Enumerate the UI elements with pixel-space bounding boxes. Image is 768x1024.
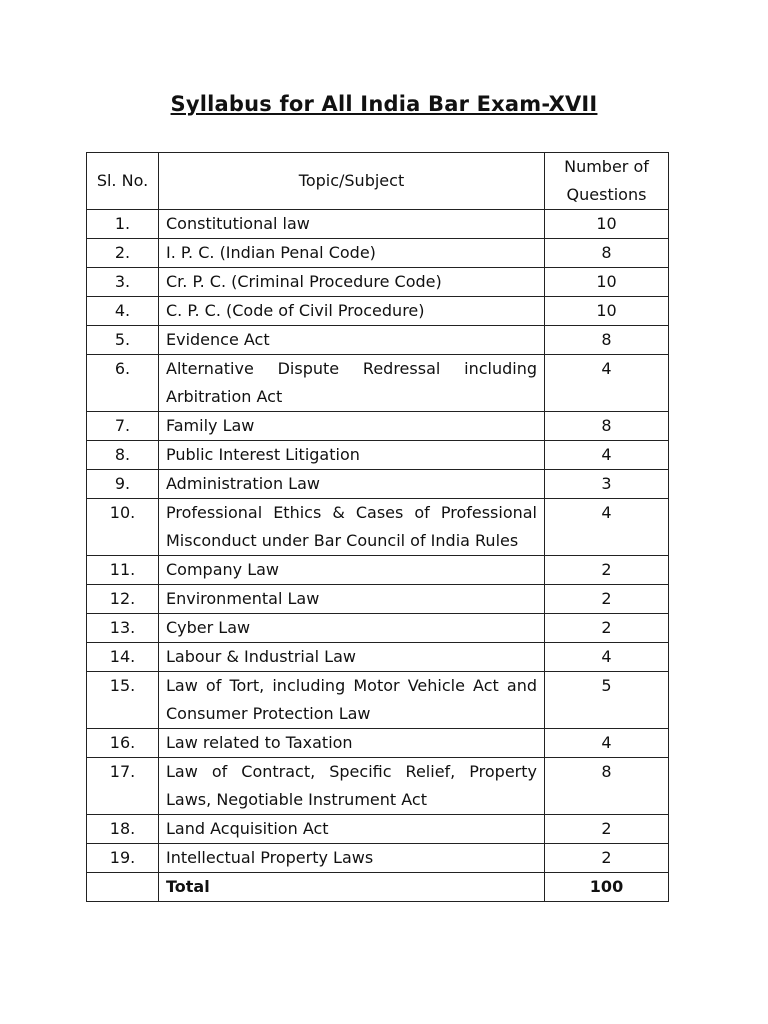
sl-no-cell: 9. [87,470,159,499]
questions-cell: 8 [545,239,669,268]
table-row [87,326,669,355]
questions-cell: 2 [545,614,669,643]
topic-cell: Family Law [159,412,545,441]
sl-no-cell: 6. [87,355,159,412]
topic-cell: Intellectual Property Laws [159,844,545,873]
table-row [87,844,669,873]
questions-cell: 10 [545,210,669,239]
sl-no-cell: 16. [87,729,159,758]
table-row [87,758,669,815]
table-row [87,297,669,326]
sl-no-cell: 4. [87,297,159,326]
table-row [87,614,669,643]
total-value: 100 [545,873,669,902]
questions-cell: 2 [545,585,669,614]
questions-cell: 4 [545,643,669,672]
topic-cell: Cyber Law [159,614,545,643]
table-row [87,585,669,614]
table-row [87,499,669,556]
topic-cell: Constitutional law [159,210,545,239]
table-row [87,355,669,412]
syllabus-table [86,152,669,902]
sl-no-cell: 3. [87,268,159,297]
sl-no-cell: 18. [87,815,159,844]
questions-cell: 3 [545,470,669,499]
table-row [87,729,669,758]
topic-cell: C. P. C. (Code of Civil Procedure) [159,297,545,326]
questions-cell: 10 [545,268,669,297]
table-row [87,556,669,585]
topic-cell: Labour & Industrial Law [159,643,545,672]
sl-no-cell: 14. [87,643,159,672]
header-topic: Topic/Subject [159,153,545,210]
questions-cell: 2 [545,815,669,844]
sl-no-cell: 13. [87,614,159,643]
questions-cell: 4 [545,729,669,758]
questions-cell: 4 [545,441,669,470]
table-row [87,672,669,729]
header-row [87,153,669,210]
questions-cell: 8 [545,758,669,815]
questions-cell: 4 [545,499,669,556]
total-row [87,873,669,902]
topic-cell: Administration Law [159,470,545,499]
sl-no-cell: 5. [87,326,159,355]
topic-cell: Public Interest Litigation [159,441,545,470]
header-number-of-questions [545,153,669,210]
questions-cell: 8 [545,412,669,441]
table-row [87,412,669,441]
questions-cell: 4 [545,355,669,412]
sl-no-cell: 12. [87,585,159,614]
sl-no-cell: 2. [87,239,159,268]
total-sl-cell [87,873,159,902]
table-row [87,210,669,239]
topic-cell: I. P. C. (Indian Penal Code) [159,239,545,268]
header-sl-no: Sl. No. [87,153,159,210]
sl-no-cell: 1. [87,210,159,239]
questions-cell: 5 [545,672,669,729]
sl-no-cell: 10. [87,499,159,556]
table-row [87,470,669,499]
header-number-line1: Number of [564,157,649,176]
total-label: Total [159,873,545,902]
questions-cell: 2 [545,556,669,585]
topic-cell: Environmental Law [159,585,545,614]
questions-cell: 8 [545,326,669,355]
table-row [87,268,669,297]
sl-no-cell: 8. [87,441,159,470]
table-row [87,643,669,672]
topic-cell: Law related to Taxation [159,729,545,758]
sl-no-cell: 17. [87,758,159,815]
topic-cell: Land Acquisition Act [159,815,545,844]
sl-no-cell: 19. [87,844,159,873]
table-body [87,210,669,902]
topic-cell: Evidence Act [159,326,545,355]
table-row [87,239,669,268]
table-row [87,815,669,844]
sl-no-cell: 7. [87,412,159,441]
topic-cell: Company Law [159,556,545,585]
sl-no-cell: 15. [87,672,159,729]
header-number-line2: Questions [566,185,647,204]
table-row [87,441,669,470]
questions-cell: 10 [545,297,669,326]
topic-cell: Law of Tort, including Motor Vehicle Act and Consumer Protection Law [159,672,545,729]
topic-cell: Law of Contract, Specific Relief, Property Laws, Negotiable Instrument Act [159,758,545,815]
topic-cell: Alternative Dispute Redressal including Arbitration Act [159,355,545,412]
questions-cell: 2 [545,844,669,873]
topic-cell: Professional Ethics & Cases of Professional Misconduct under Bar Council of India Rules [159,499,545,556]
page-title: Syllabus for All India Bar Exam-XVII [170,92,598,116]
sl-no-cell: 11. [87,556,159,585]
topic-cell: Cr. P. C. (Criminal Procedure Code) [159,268,545,297]
